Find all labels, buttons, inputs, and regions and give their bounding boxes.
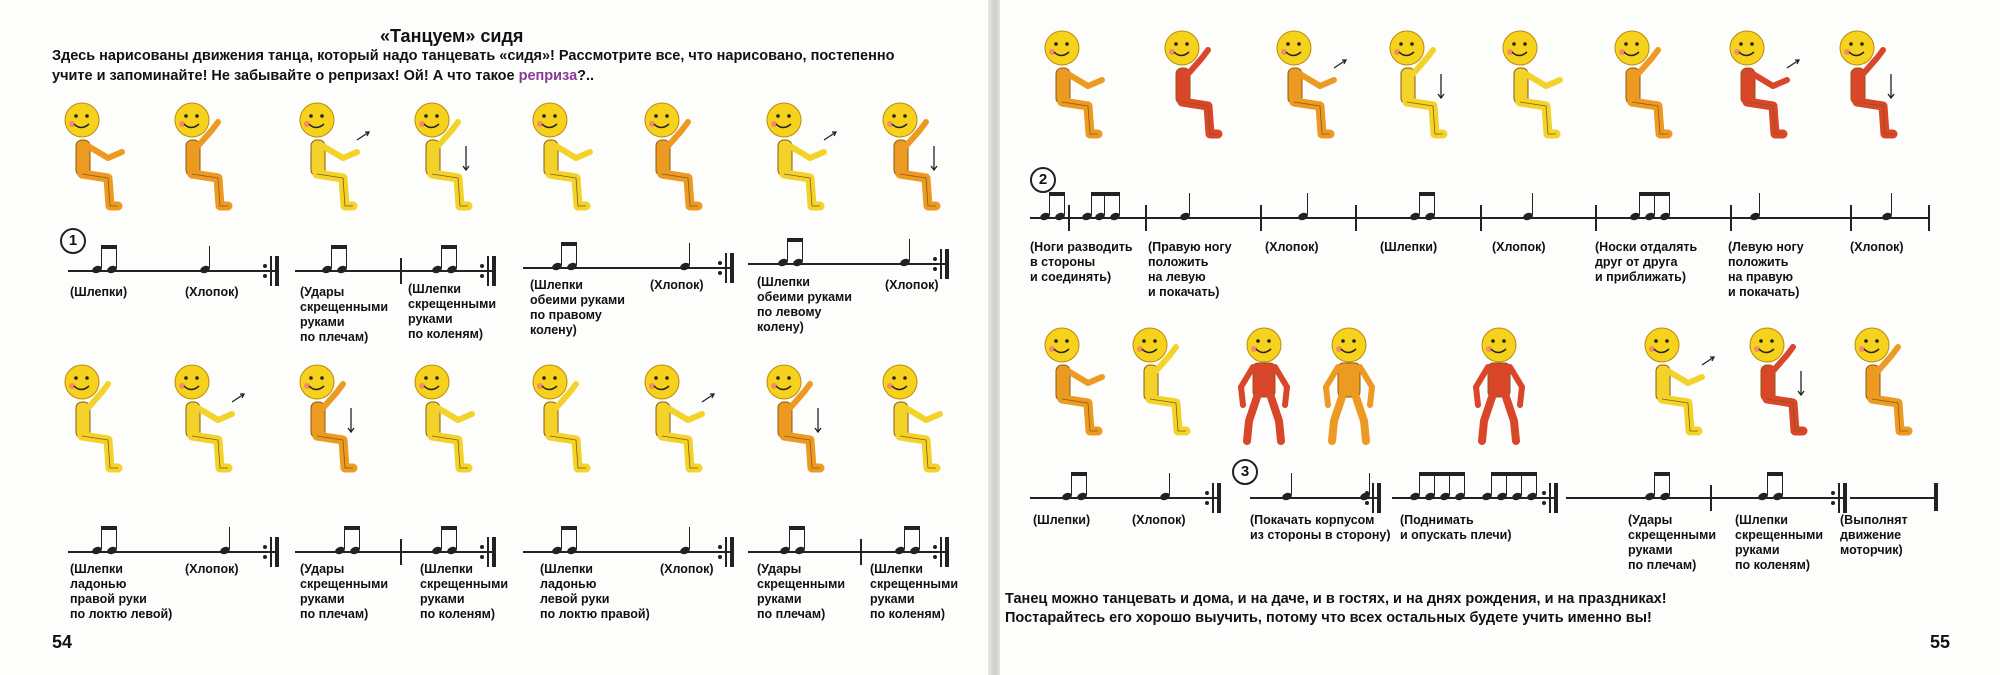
note-stem <box>787 239 789 261</box>
dancer-figure <box>630 100 720 217</box>
bar-line <box>1068 205 1070 231</box>
note-beam <box>1091 192 1121 196</box>
note-stem <box>1064 193 1066 215</box>
note-stem <box>331 246 333 268</box>
movement-caption: (Хлопок) <box>1265 240 1319 254</box>
note-beam <box>1654 472 1671 476</box>
note-stem <box>116 246 118 268</box>
movement-caption: (Хлопок) <box>185 285 239 299</box>
dancer-figure <box>630 362 720 479</box>
rhythm-line <box>1566 497 1846 499</box>
note-stem <box>561 527 563 549</box>
repeat-sign <box>725 253 727 283</box>
dancer-figure <box>752 100 842 217</box>
dancer-figure <box>285 100 375 217</box>
note-stem <box>1767 473 1769 495</box>
standing-dancer-figure <box>1460 325 1540 450</box>
note-stem <box>346 246 348 268</box>
note-stem <box>229 527 231 549</box>
note-beam <box>1071 472 1088 476</box>
bar-line <box>1260 205 1262 231</box>
bar-line <box>1145 205 1147 231</box>
movement-caption: (Шлепки скрещенными руками по коленям) <box>1735 513 1824 572</box>
repeat-sign <box>1549 483 1551 513</box>
movement-caption: (Хлопок) <box>1850 240 1904 254</box>
note-stem <box>1086 473 1088 495</box>
movement-caption: (Поднимать и опускать плечи) <box>1400 513 1512 542</box>
repeat-sign <box>1372 483 1374 513</box>
repeat-sign <box>270 537 272 567</box>
note-beam <box>904 526 921 530</box>
intro-text-a: учите и запоминайте! Не забывайте о репризах! Ой! А что такое <box>52 68 519 84</box>
movement-caption: (Левую ногу положить на правую и покачать) <box>1728 240 1804 299</box>
movement-caption: (Хлопок) <box>1132 513 1186 527</box>
movement-caption: (Шлепки обеими руками по левому колену) <box>757 275 852 334</box>
note-beam <box>1491 472 1538 476</box>
movement-caption: (Шлепки) <box>70 285 128 299</box>
note-beam <box>331 245 348 249</box>
page-title: «Танцуем» сидя <box>380 26 524 46</box>
note-stem <box>1532 193 1534 215</box>
note-stem <box>909 239 911 261</box>
dancer-figure <box>160 100 250 217</box>
dancer-figure <box>868 362 958 479</box>
movement-caption: (Правую ногу положить на левую и покачать) <box>1148 240 1232 299</box>
movement-caption: (Хлопок) <box>1492 240 1546 254</box>
standing-dancer-figure <box>1225 325 1305 450</box>
rhythm-line <box>295 551 495 553</box>
movement-caption: (Шлепки скрещенными руками по коленям) <box>420 562 509 621</box>
note-stem <box>804 527 806 549</box>
note-stem <box>101 246 103 268</box>
note-stem <box>1449 473 1451 495</box>
note-beam <box>1419 472 1466 476</box>
note-stem <box>1654 193 1656 215</box>
bar-line <box>400 258 402 284</box>
note-stem <box>561 243 563 265</box>
note-stem <box>689 527 691 549</box>
movement-caption: (Шлепки) <box>1380 240 1438 254</box>
note-stem <box>1464 473 1466 495</box>
dancer-figure <box>400 362 490 479</box>
note-stem <box>1419 193 1421 215</box>
note-stem <box>209 246 211 268</box>
movement-caption: (Шлепки обеими руками по правому колену) <box>530 278 625 337</box>
note-stem <box>1091 193 1093 215</box>
section-number-1: 1 <box>60 228 86 254</box>
note-stem <box>116 527 118 549</box>
note-stem <box>441 246 443 268</box>
outro-line-2: Постарайтесь его хорошо выучить, потому что всех остальных будете учить именно вы! <box>1005 610 1652 626</box>
movement-caption: (Шлепки скрещенными руками по коленям) <box>408 282 497 341</box>
bar-line <box>1730 205 1732 231</box>
intro-line-2 <box>52 66 952 86</box>
note-stem <box>1291 473 1293 495</box>
note-beam <box>441 526 458 530</box>
note-stem <box>1434 473 1436 495</box>
movement-caption: (Шлепки) <box>1033 513 1091 527</box>
dancer-figure <box>1375 28 1465 145</box>
movement-caption: (Выполнят движение моторчик) <box>1840 513 1908 557</box>
note-beam <box>101 526 118 530</box>
dancer-figure <box>1735 325 1825 442</box>
note-stem <box>802 239 804 261</box>
note-stem <box>689 243 691 265</box>
intro-text-b: ?.. <box>577 68 595 84</box>
movement-caption: (Покачать корпусом из стороны в сторону) <box>1250 513 1391 542</box>
left-page <box>0 0 990 675</box>
note-beam <box>1049 192 1066 196</box>
dancer-figure <box>50 362 140 479</box>
note-beam <box>1419 192 1436 196</box>
note-stem <box>1307 193 1309 215</box>
note-beam <box>561 526 578 530</box>
note-beam <box>1639 192 1671 196</box>
note-stem <box>919 527 921 549</box>
standing-dancer-figure <box>1310 325 1390 450</box>
note-stem <box>101 527 103 549</box>
note-stem <box>576 243 578 265</box>
note-stem <box>441 527 443 549</box>
dancer-figure <box>400 100 490 217</box>
note-stem <box>1536 473 1538 495</box>
bar-line <box>1355 205 1357 231</box>
dancer-figure <box>868 100 958 217</box>
note-stem <box>1759 193 1761 215</box>
dancer-figure <box>1600 28 1690 145</box>
note-beam <box>561 242 578 246</box>
note-stem <box>456 527 458 549</box>
note-beam <box>344 526 361 530</box>
rhythm-line <box>1030 497 1220 499</box>
dancer-figure <box>1630 325 1720 442</box>
note-stem <box>1891 193 1893 215</box>
repeat-sign <box>1212 483 1214 513</box>
final-bar-line <box>1934 483 1938 511</box>
dancer-figure <box>1262 28 1352 145</box>
note-beam <box>1767 472 1784 476</box>
note-stem <box>1654 473 1656 495</box>
movement-caption: (Шлепки ладонью левой руки по локтю правой) <box>540 562 650 621</box>
movement-caption: (Носки отдалять друг от друга и приближать) <box>1595 240 1698 284</box>
note-beam <box>789 526 806 530</box>
note-stem <box>344 527 346 549</box>
dancer-figure <box>752 362 842 479</box>
section-number-3: 3 <box>1232 459 1258 485</box>
bar-line <box>400 539 402 565</box>
dancer-figure <box>518 100 608 217</box>
dancer-figure <box>1840 325 1930 442</box>
note-stem <box>1419 473 1421 495</box>
note-beam <box>101 245 118 249</box>
bar-line <box>1710 485 1712 511</box>
bar-line <box>1480 205 1482 231</box>
note-stem <box>1169 473 1171 495</box>
movement-caption: (Хлопок) <box>185 562 239 576</box>
dancer-figure <box>50 100 140 217</box>
movement-caption: (Ноги разводить в стороны и соединять) <box>1030 240 1133 284</box>
movement-caption: (Шлепки ладонью правой руки по локтю левой) <box>70 562 173 621</box>
bar-line <box>860 539 862 565</box>
repeat-sign <box>270 256 272 286</box>
repeat-sign <box>940 249 942 279</box>
note-stem <box>1669 193 1671 215</box>
movement-caption: (Хлопок) <box>660 562 714 576</box>
movement-caption: (Удары скрещенными руками по плечам) <box>300 562 389 621</box>
note-stem <box>1639 193 1641 215</box>
note-stem <box>1104 193 1106 215</box>
dancer-figure <box>1118 325 1208 442</box>
final-bar-line <box>1928 205 1930 231</box>
outro-line-1: Танец можно танцевать и дома, и на даче, и в гостях, и на днях рождения, и на праздниках! <box>1005 591 1667 607</box>
note-stem <box>1506 473 1508 495</box>
reprise-word: реприза <box>518 68 578 84</box>
section-number-2: 2 <box>1030 167 1056 193</box>
dancer-figure <box>1030 325 1120 442</box>
movement-caption: (Хлопок) <box>885 278 939 292</box>
note-stem <box>576 527 578 549</box>
bar-line <box>1595 205 1597 231</box>
note-stem <box>1049 193 1051 215</box>
note-stem <box>1119 193 1121 215</box>
movement-caption: (Удары скрещенными руками по плечам) <box>1628 513 1717 572</box>
dancer-figure <box>1488 28 1578 145</box>
note-stem <box>1782 473 1784 495</box>
page-number-left: 54 <box>52 632 73 652</box>
movement-caption: (Удары скрещенными руками по плечам) <box>300 285 389 344</box>
right-page <box>1000 0 2000 675</box>
dancer-figure <box>1825 28 1915 145</box>
intro-line-1: Здесь нарисованы движения танца, который надо танцевать «сидя»! Рассмотрите все, что нарисовано, постепенно <box>52 48 895 64</box>
repeat-sign <box>1838 483 1840 513</box>
note-stem <box>1189 193 1191 215</box>
dancer-figure <box>1715 28 1805 145</box>
note-stem <box>904 527 906 549</box>
movement-caption: (Удары скрещенными руками по плечам) <box>757 562 846 621</box>
movement-caption: (Шлепки скрещенными руками по коленям) <box>870 562 959 621</box>
note-stem <box>1669 473 1671 495</box>
page-number-right: 55 <box>1930 632 1951 652</box>
note-beam <box>441 245 458 249</box>
movement-caption: (Хлопок) <box>650 278 704 292</box>
dancer-figure <box>1030 28 1120 145</box>
note-beam <box>787 238 804 242</box>
dancer-figure <box>160 362 250 479</box>
note-stem <box>456 246 458 268</box>
rhythm-line <box>1850 497 1936 499</box>
dancer-figure <box>518 362 608 479</box>
note-stem <box>1491 473 1493 495</box>
repeat-sign <box>725 537 727 567</box>
note-stem <box>359 527 361 549</box>
note-stem <box>1071 473 1073 495</box>
dancer-figure <box>285 362 375 479</box>
note-stem <box>1434 193 1436 215</box>
dancer-figure <box>1150 28 1240 145</box>
note-stem <box>789 527 791 549</box>
bar-line <box>1850 205 1852 231</box>
note-stem <box>1521 473 1523 495</box>
